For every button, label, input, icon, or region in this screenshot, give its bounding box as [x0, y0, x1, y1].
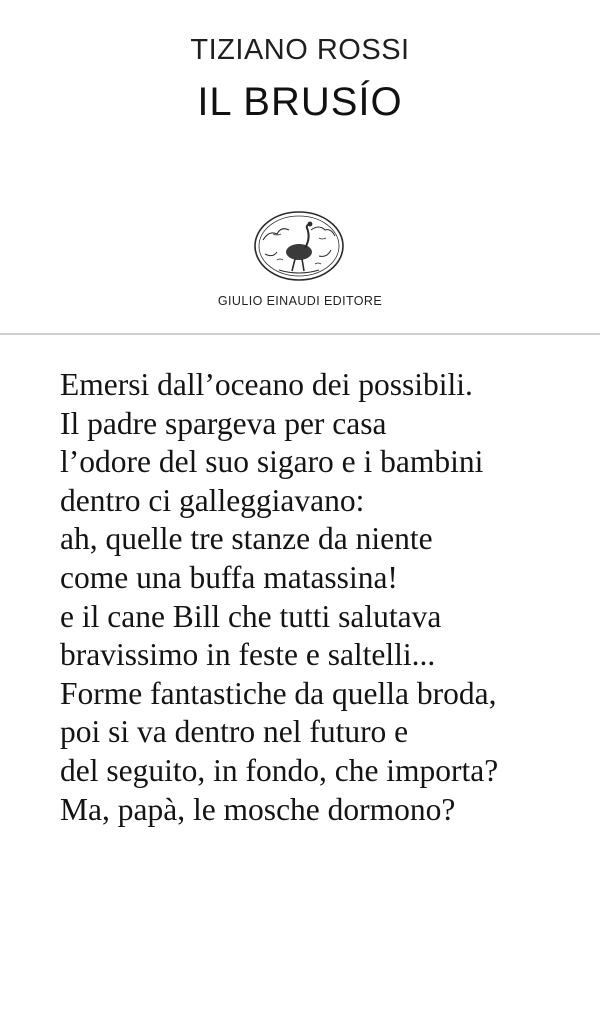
- poem-line: dentro ci galleggiavano:: [60, 482, 365, 518]
- book-title: IL BRUSÍO: [197, 80, 403, 124]
- ostrich-emblem-icon: [253, 210, 345, 282]
- poem-line: e il cane Bill che tutti salutava: [60, 598, 442, 634]
- poem-line: come una buffa matassina!: [60, 559, 398, 595]
- author-name: TIZIANO ROSSI: [190, 34, 410, 66]
- poem-line: Ma, papà, le mosche dormono?: [60, 791, 456, 827]
- publisher-name: GIULIO EINAUDI EDITORE: [217, 294, 383, 308]
- cover-divider: [0, 333, 600, 335]
- poem-line: poi si va dentro nel futuro e: [60, 714, 409, 750]
- poem-line: l’odore del suo sigaro e i bambini: [60, 444, 484, 480]
- poem-line: bravissimo in feste e saltelli...: [60, 637, 436, 673]
- poem-text: [60, 366, 580, 829]
- poem-line: ah, quelle tre stanze da niente: [60, 521, 433, 557]
- poem-line: Forme fantastiche da quella broda,: [60, 675, 497, 711]
- poem-line: Il padre spargeva per casa: [60, 405, 387, 441]
- poem-line: del seguito, in fondo, che importa?: [60, 752, 499, 788]
- poem-line: Emersi dall’oceano dei possibili.: [60, 367, 473, 402]
